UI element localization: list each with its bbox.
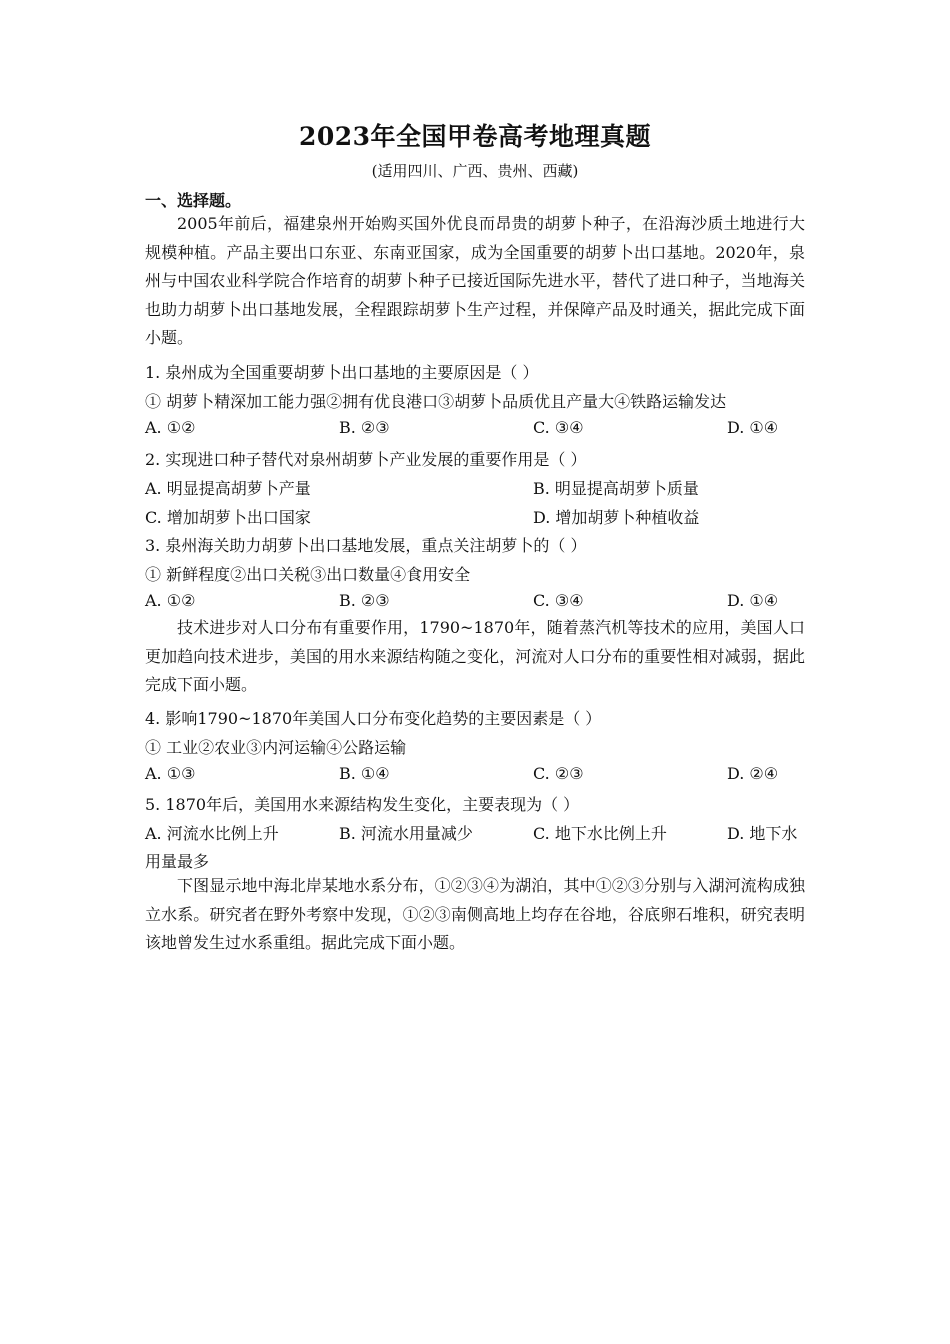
question-4-option-d: D. ②④ <box>727 764 779 783</box>
question-5-stem: 5. 1870年后，美国用水来源结构发生变化，主要表现为（ ） <box>145 795 580 814</box>
page-title: 2023年全国甲卷高考地理真题 <box>298 122 652 151</box>
question-5-option-d: D. 地下水 <box>727 824 798 843</box>
question-5-option-a: A. 河流水比例上升 <box>145 824 279 843</box>
question-3-stem: 3. 泉州海关助力胡萝卜出口基地发展，重点关注胡萝卜的（ ） <box>145 536 587 555</box>
question-2-option-c: C. 增加胡萝卜出口国家 <box>145 508 311 527</box>
question-4-option-c: C. ②③ <box>533 764 584 783</box>
question-3-option-d: D. ①④ <box>727 591 779 610</box>
passage-water-system: 下图显示地中海北岸某地水系分布，①②③④为湖泊，其中①②③分别与入湖河流构成独立水系。研究者在野外考察中发现，①②③南侧高地上均存在谷地，谷底卵石堆积，研究表明该地曾发生过水系重组。据此完成下面小题。 <box>145 876 805 952</box>
passage-population: 技术进步对人口分布有重要作用，1790~1870年，随着蒸汽机等技术的应用，美国人口更加趋向技术进步，美国的用水来源结构随之变化，河流对人口分布的重要性相对减弱，据此完成下面小题。 <box>145 618 805 694</box>
question-1-option-b: B. ②③ <box>339 418 390 437</box>
question-1-stem: 1. 泉州成为全国重要胡萝卜出口基地的主要原因是（ ） <box>145 363 539 382</box>
question-3-option-c: C. ③④ <box>533 591 584 610</box>
question-2-option-a: A. 明显提高胡萝卜产量 <box>145 479 311 498</box>
page-subtitle: (适用四川、广西、贵州、西藏) <box>371 162 579 180</box>
question-4-option-b: B. ①④ <box>339 764 390 783</box>
question-4-stem: 4. 影响1790~1870年美国人口分布变化趋势的主要因素是（ ） <box>145 709 602 728</box>
question-2-stem: 2. 实现进口种子替代对泉州胡萝卜产业发展的重要作用是（ ） <box>145 450 587 469</box>
question-2-option-d: D. 增加胡萝卜种植收益 <box>533 508 700 527</box>
question-3-option-a: A. ①② <box>145 591 196 610</box>
question-4-items: ① 工业②农业③内河运输④公路运输 <box>145 738 407 757</box>
question-5-option-d-continuation: 用量最多 <box>145 852 210 871</box>
section-heading: 一、选择题。 <box>145 191 242 210</box>
question-1-option-a: A. ①② <box>145 418 196 437</box>
question-5-option-c: C. 地下水比例上升 <box>533 824 667 843</box>
question-1-option-c: C. ③④ <box>533 418 584 437</box>
question-4-option-a: A. ①③ <box>145 764 196 783</box>
question-2-option-b: B. 明显提高胡萝卜质量 <box>533 479 699 498</box>
passage-carrot: 2005年前后，福建泉州开始购买国外优良而昂贵的胡萝卜种子，在沿海沙质土地进行大规模种植。产品主要出口东亚、东南亚国家，成为全国重要的胡萝卜出口基地。2020年，泉州与中国农业科学院合作培育的胡萝卜种子已接近国际先进水平，替代了进口种子，当地海关也助力胡萝卜出口基地发展，全程跟踪胡萝卜生产过程，并保障产品及时通关，据此完成下面小题。 <box>145 214 805 347</box>
question-3-items: ① 新鲜程度②出口关税③出口数量④食用安全 <box>145 565 471 584</box>
question-1-option-d: D. ①④ <box>727 418 779 437</box>
question-5-option-b: B. 河流水用量减少 <box>339 824 473 843</box>
question-3-option-b: B. ②③ <box>339 591 390 610</box>
question-1-items: ① 胡萝卜精深加工能力强②拥有优良港口③胡萝卜品质优且产量大④铁路运输发达 <box>145 392 727 411</box>
